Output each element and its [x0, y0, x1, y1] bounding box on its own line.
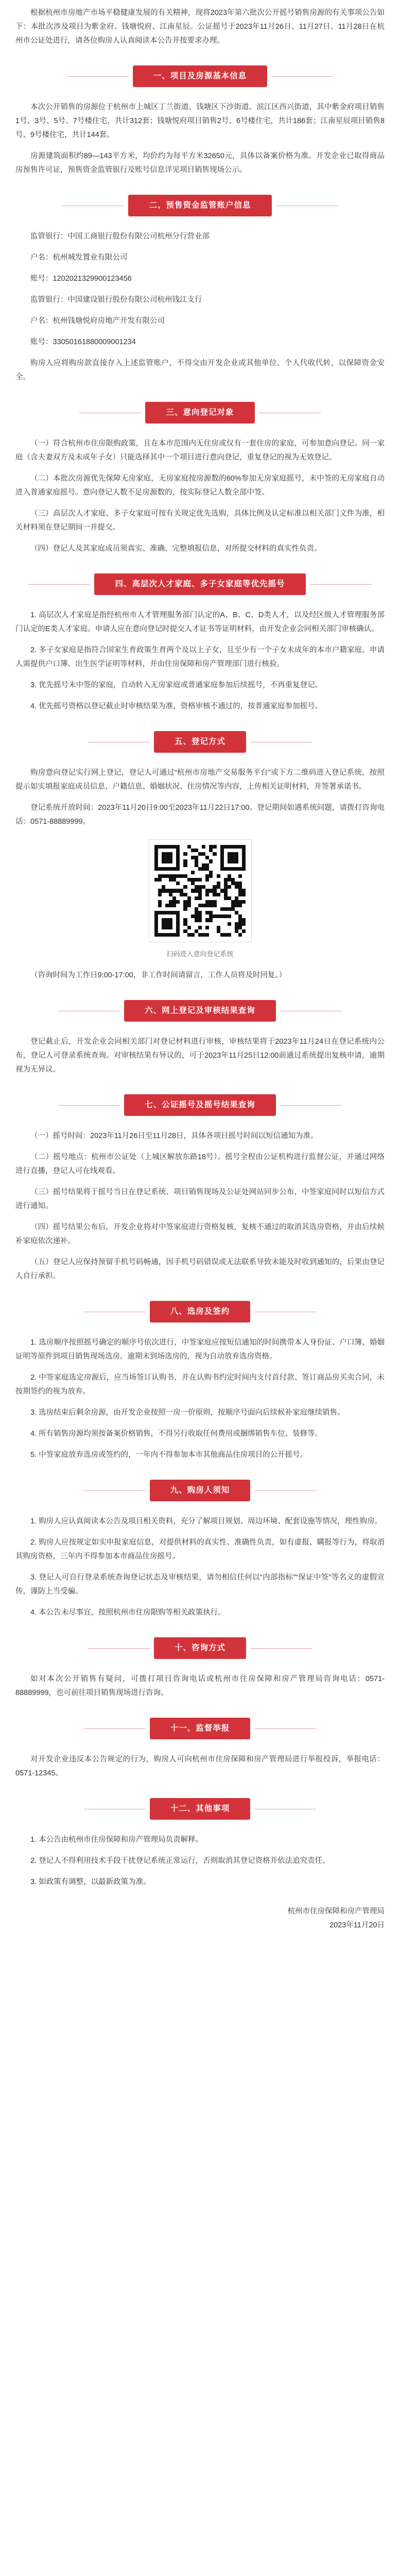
section-paragraph: 购房意向登记实行网上登记，登记人可通过“杭州市房地产交易服务平台”或下方二维码进入登记系统，按照提示如实填报家庭成员信息、户籍信息、婚姻状况、住房情况等内容，上传相关证明材料，并签署承诺书。: [15, 769, 385, 791]
section-paragraph: 本次公开销售的房源位于杭州市上城区丁兰街道、钱塘区下沙街道、滨江区西兴街道，其中紫金府项目销售1号、3号、5号、7号楼住宅，共计312套；钱塘悦府项目销售2号、6号楼住宅，共计186套；江南星辰项目销售8号、9号楼住宅，共计144套。: [15, 103, 385, 139]
section-paragraph: 房源建筑面积约89—143平方米，均价约为每平方米32650元，具体以备案价格为准。开发企业已取得商品房预售许可证，预售资金监管银行及账号信息详见项目销售现场公示。: [15, 152, 385, 174]
section-paragraph: 账号：1202021329900123456: [30, 275, 132, 283]
section-paragraph: （二）本批次房源优先保障无房家庭，无房家庭按房源数的60%参加无房家庭摇号，未中签的无房家庭自动进入普通家庭摇号。意向登记人数不足房源数的，按实际登记人数全部中签。: [15, 474, 385, 497]
section-title: 八、选房及签约: [150, 1301, 251, 1323]
section-title: 一、项目及房源基本信息: [133, 65, 268, 87]
section-paragraph: 登记系统开放时间：2023年11月20日9:00至2023年11月22日17:00。登记期间如遇系统问题，请拨打咨询电话：0571-88889999。: [15, 804, 385, 826]
section-paragraph: 购房人应将购房款直接存入上述监管账户，不得交由开发企业或其他单位、个人代收代转，以保障资金安全。: [15, 359, 385, 381]
section-paragraph: 1. 本公告由杭州市住房保障和房产管理局负责解释。: [30, 1836, 203, 1844]
section-paragraph: （咨询时间为工作日9:00-17:00，非工作时间请留言，工作人员将及时回复。）: [30, 971, 287, 979]
section-paragraph: 1. 选房顺序按照摇号确定的顺序号依次进行，中签家庭应按短信通知的时间携带本人身份证、户口簿、婚姻证明等原件到项目销售现场选房。逾期未到场选房的，视为自动放弃选房资格。: [15, 1338, 385, 1361]
section-title: 十一、监督举报: [150, 1718, 251, 1739]
section-paragraph: 4. 所有销售房源均须按备案价格销售，不得另行收取任何费用或捆绑销售车位、装修等。: [30, 1430, 323, 1438]
sections-container: [15, 65, 385, 1889]
section-header: [15, 65, 385, 87]
section-title: 三、意向登记对象: [145, 402, 254, 423]
signature-block: [15, 1905, 385, 1933]
section-paragraph: 5. 中签家庭放弃选房或签约的，一年内不得参加本市其他商品住房项目的公开摇号。: [30, 1451, 308, 1459]
section-paragraph: 如对本次公开销售有疑问，可拨打项目咨询电话或杭州市住房保障和房产管理局咨询电话：0571-88889999，也可前往项目销售现场进行咨询。: [15, 1675, 385, 1697]
section-paragraph: 4. 优先摇号资格以登记截止时审核结果为准，资格审核不通过的，按普通家庭参加摇号。: [30, 702, 323, 710]
section-paragraph: 对开发企业违反本公告规定的行为，购房人可向杭州市住房保障和房产管理局进行举报投诉，举报电话：0571-12345。: [15, 1755, 385, 1777]
section-paragraph: 账号：33050161880009001234: [30, 338, 136, 346]
section-title: 二、预售资金监管账户信息: [128, 195, 271, 216]
section-header: [15, 402, 385, 423]
section-paragraph: （四）摇号结果公布后，开发企业将对中签家庭进行资格复核，复核不通过的取消其选房资格，并由后续候补家庭依次递补。: [15, 1223, 385, 1245]
section-paragraph: 3. 登记人可自行登录系统查询登记状态及审核结果，请勿相信任何以“内部指标”“保证中签”等名义的虚假宣传，谨防上当受骗。: [15, 1573, 385, 1596]
section-header: [15, 1798, 385, 1820]
section-header: [15, 1301, 385, 1323]
signature-date: 2023年11月20日: [329, 1921, 385, 1929]
section-paragraph: 2. 中签家庭选定房源后，应当场签订认购书，并在认购书约定时间内支付首付款、签订商品房买卖合同，未按期签约的视为放弃。: [15, 1374, 385, 1396]
section-paragraph: （三）高层次人才家庭、多子女家庭可按有关规定优先选购，具体比例及认定标准以相关部门文件为准，相关材料须在登记期间一并提交。: [15, 510, 385, 532]
section-title: 五、登记方式: [154, 731, 246, 753]
section-paragraph: 2. 多子女家庭是指符合国家生育政策生育两个及以上子女，且至少有一个子女未成年的本市户籍家庭。申请人需提供户口簿、出生医学证明等材料，并由住房保障和房产管理部门进行核验。: [15, 646, 385, 668]
signature-org: 杭州市住房保障和房产管理局: [287, 1907, 385, 1916]
section-paragraph: （五）登记人应保持预留手机号码畅通，因手机号码错误或无法联系导致未能及时收到通知的，后果由登记人自行承担。: [15, 1258, 385, 1280]
section-paragraph: 户名：杭州钱塘悦府房地产开发有限公司: [30, 317, 165, 325]
section-paragraph: （四）登记人及其家庭成员须真实、准确、完整填报信息，对所提交材料的真实性负责。: [30, 545, 322, 553]
section-header: [15, 1094, 385, 1116]
registration-qr-code[interactable]: [149, 839, 252, 942]
section-header: [15, 731, 385, 753]
section-paragraph: 3. 优先摇号未中签的家庭，自动转入无房家庭或普通家庭参加后续摇号，不再重复登记。: [30, 681, 323, 689]
section-paragraph: 4. 本公告未尽事宜，按照杭州市住房限购等相关政策执行。: [30, 1608, 225, 1617]
section-paragraph: 3. 选房结束后剩余房源，由开发企业按照一房一价原则，按顺序号面向后续候补家庭继续销售。: [30, 1409, 345, 1417]
section-title: 七、公证摇号及摇号结果查询: [124, 1094, 276, 1116]
section-paragraph: （一）符合杭州市住房限购政策，且在本市范围内无住房或仅有一套住房的家庭，可参加意向登记。同一家庭（含夫妻双方及未成年子女）只能选择其中一个项目进行意向登记，重复登记的视为无效登记。: [15, 439, 385, 462]
section-paragraph: （一）摇号时间：2023年11月26日至11月28日，具体各项目摇号时间以短信通知为准。: [30, 1132, 318, 1140]
section-header: [15, 573, 385, 595]
section-title: 十二、其他事项: [150, 1798, 251, 1820]
section-paragraph: 登记截止后，开发企业会同相关部门对登记材料进行审核，审核结果将于2023年11月24日在登记系统内公布，登记人可登录系统查询。对审核结果有异议的，可于2023年11月25日12:00前通过系统提出复核申请，逾期视为无异议。: [15, 1038, 385, 1074]
intro-paragraph: 根据杭州市房地产市场平稳健康发展的有关精神，现将2023年第六批次公开摇号销售房源的有关事项公告如下：本批次涉及项目为紫金府、钱塘悦府、江南星辰。公证摇号于2023年11月26日、11月27日、11月28日在杭州市公证处进行，请各位购房人认真阅读本公告并按要求办理。: [15, 9, 385, 45]
section-paragraph: 监管银行：中国建设银行股份有限公司杭州钱江支行: [30, 296, 202, 304]
section-paragraph: 2. 登记人不得利用技术手段干扰登记系统正常运行，否则取消其登记资格并依法追究责任。: [30, 1857, 330, 1865]
section-header: [15, 1480, 385, 1501]
section-paragraph: 2. 购房人应按规定如实申报家庭信息，对提供材料的真实性、准确性负责，如有虚报、瞒报等行为，将取消其购房资格，三年内不得参加本市商品住房摇号。: [15, 1538, 385, 1561]
section-paragraph: （二）摇号地点：杭州市公证处（上城区解放东路18号）。摇号全程由公证机构进行监督公证，并通过网络进行直播，登记人可在线观看。: [15, 1153, 385, 1175]
section-title: 四、高层次人才家庭、多子女家庭等优先摇号: [94, 573, 305, 595]
section-paragraph: 1. 高层次人才家庭是指经杭州市人才管理服务部门认定的A、B、C、D类人才，以及经区级人才管理服务部门认定的E类人才家庭。申请人应在意向登记时提交人才证书等证明材料，由开发企业会同相关部门审核确认。: [15, 611, 385, 633]
section-header: [15, 195, 385, 216]
section-header: [15, 1000, 385, 1022]
section-paragraph: 3. 如政策有调整，以最新政策为准。: [30, 1878, 151, 1886]
section-title: 十、咨询方式: [154, 1637, 246, 1659]
section-title: 六、网上登记及审核结果查询: [124, 1000, 276, 1022]
section-header: [15, 1718, 385, 1739]
section-paragraph: 1. 购房人应认真阅读本公告及项目相关资料，充分了解项目规划、周边环境、配套设施等情况，理性购房。: [30, 1517, 382, 1526]
section-header: [15, 1637, 385, 1659]
section-paragraph: （三）摇号结果将于摇号当日在登记系统、项目销售现场及公证处网站同步公布，中签家庭同时以短信方式进行通知。: [15, 1188, 385, 1210]
qr-caption: 扫码进入意向登记系统: [166, 950, 234, 958]
section-paragraph: 监管银行：中国工商银行股份有限公司杭州分行营业部: [30, 232, 210, 241]
section-title: 九、购房人须知: [150, 1480, 251, 1501]
section-paragraph: 户名：杭州城发置业有限公司: [30, 253, 128, 262]
